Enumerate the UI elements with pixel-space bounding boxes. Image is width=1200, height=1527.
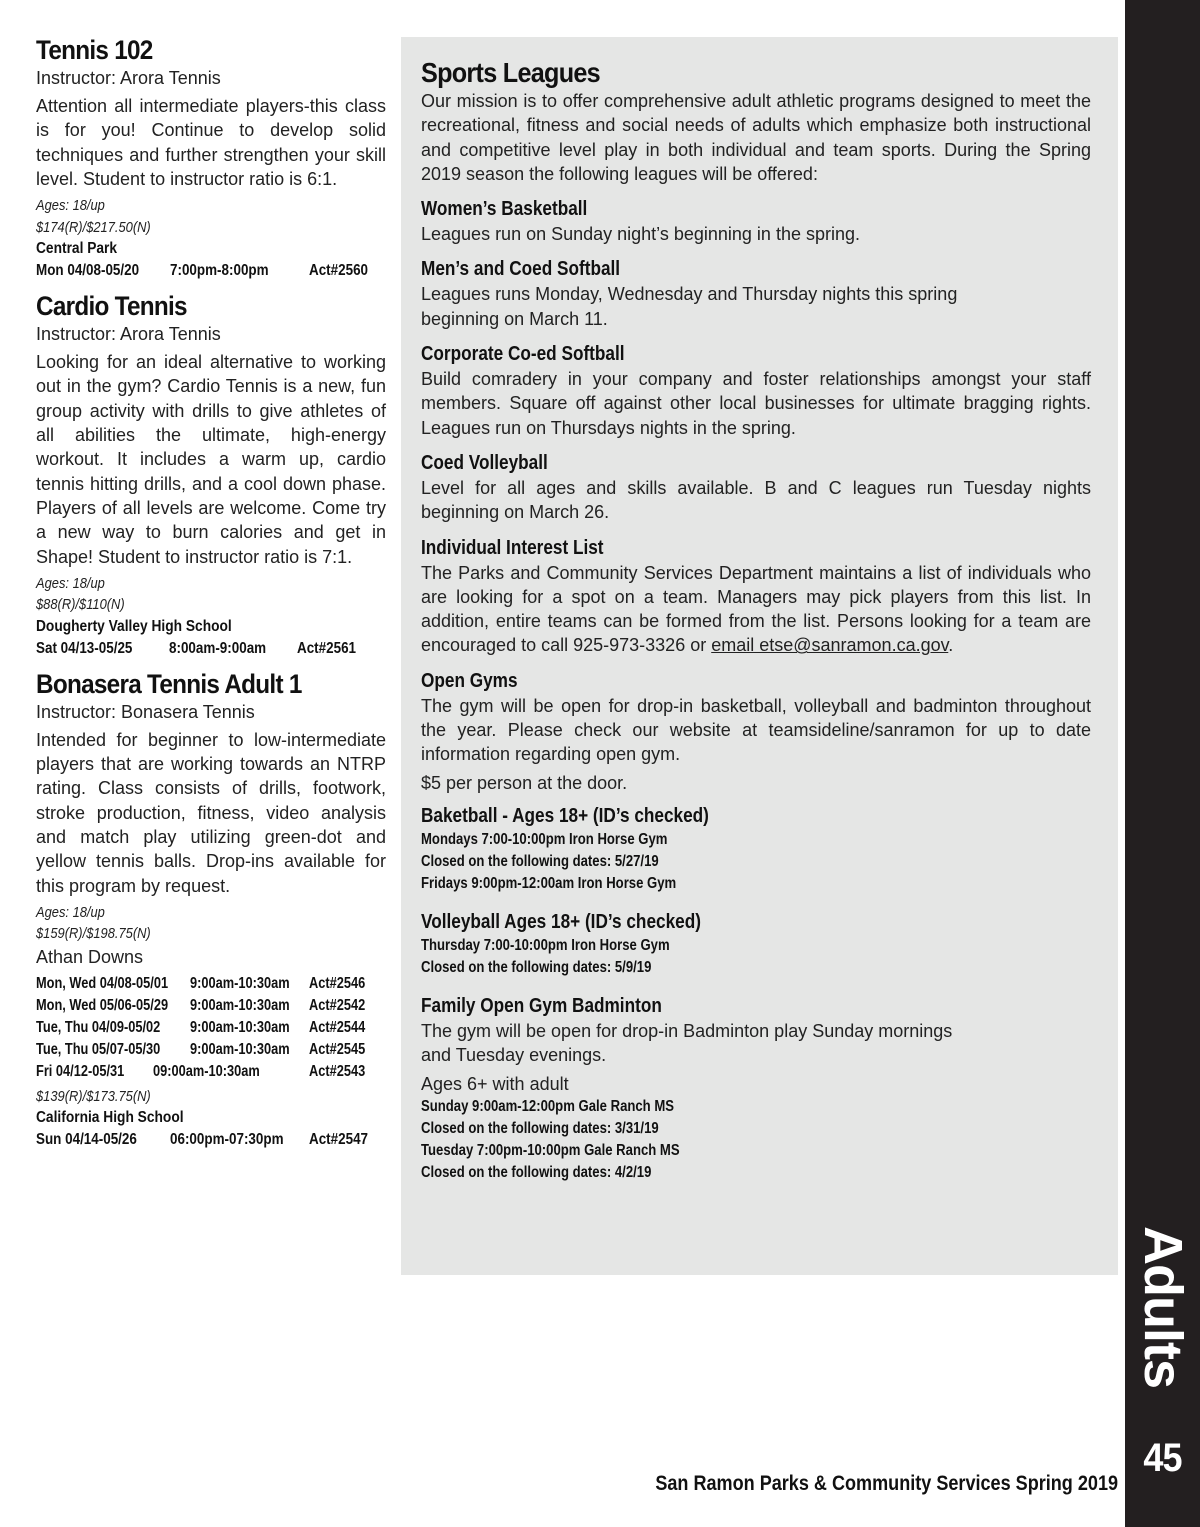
sports-leagues-content bbox=[421, 57, 1091, 1184]
session-row bbox=[36, 995, 386, 1017]
session-row bbox=[36, 1039, 386, 1061]
session-act: Act#2543 bbox=[309, 1062, 366, 1080]
description: Looking for an ideal alternative to working out in the gym? Cardio Tennis is a new, fun group activity with drills to give athletes of all abilities the ultimate, high-energy workout. It includes a warm up, cardio tennis hitting drills, and a cool down phase. Players of all levels are welcome. Come try a new way to burn calories and get in Shape! Student to instructor ratio is 7:1. bbox=[36, 352, 386, 567]
session-row bbox=[36, 1017, 386, 1039]
session-time: 9:00am-10:30am bbox=[190, 1040, 290, 1058]
badminton-schedule-line: Closed on the following dates: 4/2/19 bbox=[421, 1163, 652, 1181]
session-time: 09:00am-10:30am bbox=[153, 1062, 260, 1080]
coed-volleyball-title: Coed Volleyball bbox=[421, 451, 548, 474]
session-act: Act#2542 bbox=[309, 996, 366, 1014]
session-act: Act#2545 bbox=[309, 1040, 366, 1058]
sports-leagues-box bbox=[401, 37, 1118, 1275]
instructor: Instructor: Arora Tennis bbox=[36, 68, 221, 88]
mens-softball-title: Men’s and Coed Softball bbox=[421, 258, 621, 281]
corporate-softball-title: Corporate Co-ed Softball bbox=[421, 343, 625, 366]
price: $88(R)/$110(N) bbox=[36, 596, 125, 614]
session-days-dates: Sat 04/13-05/25 bbox=[36, 639, 133, 657]
open-gyms-title: Open Gyms bbox=[421, 669, 518, 692]
location: Athan Downs bbox=[36, 946, 144, 967]
interest-list-title: Individual Interest List bbox=[421, 536, 604, 559]
session-row bbox=[36, 973, 386, 995]
section-title: Bonasera Tennis Adult 1 bbox=[36, 668, 302, 699]
session-row bbox=[36, 1129, 386, 1151]
badminton-line-2: and Tuesday evenings. bbox=[421, 1045, 607, 1066]
tennis-102-section bbox=[36, 34, 386, 282]
ages: Ages: 18/up bbox=[36, 903, 105, 921]
description: Attention all intermediate players-this class is for you! Continue to develop solid techniques and further strengthen your skill level. Student to instructor ratio is 6:1. bbox=[36, 96, 386, 189]
session-days-dates: Fri 04/12-05/31 bbox=[36, 1062, 125, 1080]
page-number: 45 bbox=[1143, 1436, 1182, 1480]
session-time: 06:00pm-07:30pm bbox=[170, 1131, 284, 1149]
volleyball-title: Volleyball Ages 18+ (ID’s checked) bbox=[421, 910, 701, 933]
ages: Ages: 18/up bbox=[36, 574, 105, 592]
sports-leagues-title: Sports Leagues bbox=[421, 57, 600, 88]
section-title: Tennis 102 bbox=[36, 35, 153, 65]
mens-softball-line-1: Leagues runs Monday, Wednesday and Thursday nights this spring bbox=[421, 284, 958, 305]
badminton-schedule-line: Closed on the following dates: 3/31/19 bbox=[421, 1119, 659, 1137]
session-act: Act#2547 bbox=[309, 1131, 369, 1149]
session-row bbox=[36, 638, 386, 660]
location: Central Park bbox=[36, 240, 118, 258]
session-time: 7:00pm-8:00pm bbox=[170, 262, 269, 280]
basketball-title: Baketball - Ages 18+ (ID’s checked) bbox=[421, 804, 709, 827]
instructor: Instructor: Bonasera Tennis bbox=[36, 701, 255, 722]
session-days-dates: Tue, Thu 05/07-05/30 bbox=[36, 1040, 161, 1058]
session-time: 9:00am-10:30am bbox=[190, 1018, 290, 1036]
basketball-line: Fridays 9:00pm-12:00am Iron Horse Gym bbox=[421, 874, 677, 892]
badminton-line-1: The gym will be open for drop-in Badminton play Sunday mornings bbox=[421, 1020, 953, 1041]
footer: San Ramon Parks & Community Services Spring 2019 bbox=[655, 1472, 1118, 1495]
interest-list-period: . bbox=[948, 635, 954, 656]
open-gyms-text: The gym will be open for drop-in basketball, volleyball and badminton throughout the year. Please check our website at teamsideline/sanramon for up to date information regarding open gym. bbox=[421, 695, 1091, 765]
session-days-dates: Sun 04/14-05/26 bbox=[36, 1131, 137, 1149]
session-days-dates: Mon, Wed 05/06-05/29 bbox=[36, 996, 169, 1014]
volleyball-line: Closed on the following dates: 5/9/19 bbox=[421, 958, 652, 976]
session-row bbox=[36, 1061, 386, 1083]
womens-basketball-title: Women’s Basketball bbox=[421, 198, 588, 221]
session-act: Act#2546 bbox=[309, 974, 366, 992]
basketball-line: Closed on the following dates: 5/27/19 bbox=[421, 852, 659, 870]
badminton-schedule-line: Tuesday 7:00pm-10:00pm Gale Ranch MS bbox=[421, 1141, 680, 1159]
cardio-tennis-section bbox=[36, 290, 386, 660]
womens-basketball-text: Leagues run on Sunday night’s beginning in the spring. bbox=[421, 224, 860, 245]
bonasera-tennis-section bbox=[36, 668, 386, 1152]
corporate-softball-text: Build comradery in your company and foster relationships amongst your staff members. Square off against other local businesses for ultimate bragging rights. Leagues run on Thursdays nights in the spring. bbox=[421, 369, 1091, 438]
session-act: Act#2544 bbox=[309, 1018, 366, 1036]
session-act: Act#2560 bbox=[309, 262, 369, 280]
location: Dougherty Valley High School bbox=[36, 617, 232, 635]
badminton-schedule-line: Sunday 9:00am-12:00pm Gale Ranch MS bbox=[421, 1097, 675, 1115]
basketball-line: Mondays 7:00-10:00pm Iron Horse Gym bbox=[421, 830, 668, 848]
session-row bbox=[36, 260, 386, 282]
volleyball-line: Thursday 7:00-10:00pm Iron Horse Gym bbox=[421, 936, 670, 954]
section-tab-label: Adults bbox=[1133, 1226, 1193, 1388]
badminton-title: Family Open Gym Badminton bbox=[421, 994, 662, 1017]
open-gyms-price: $5 per person at the door. bbox=[421, 772, 628, 793]
mens-softball-line-2: beginning on March 11. bbox=[421, 308, 608, 329]
session-days-dates: Mon 04/08-05/20 bbox=[36, 262, 140, 280]
session-days-dates: Mon, Wed 04/08-05/01 bbox=[36, 974, 169, 992]
ages: Ages: 18/up bbox=[36, 197, 105, 215]
session-days-dates: Tue, Thu 04/09-05/02 bbox=[36, 1018, 161, 1036]
location: California High School bbox=[36, 1109, 184, 1127]
interest-list-body: The Parks and Community Services Department maintains a list of individuals who are looking for a spot on a team. Managers may pick players from this list. In addition, entire teams can be formed from the list. Persons looking for a team are encouraged to call 925-973-3326 or bbox=[421, 562, 1091, 656]
price: $159(R)/$198.75(N) bbox=[36, 925, 151, 943]
section-title: Cardio Tennis bbox=[36, 291, 187, 322]
badminton-ages: Ages 6+ with adult bbox=[421, 1073, 569, 1094]
description: Intended for beginner to low-intermediate players that are working towards an NTRP rating. Class consists of drills, footwork, stroke production, fitness, video analysis and match play utilizing green-dot and yellow tennis balls. Drop-ins available for this program by request. bbox=[36, 729, 386, 896]
session-time: 8:00am-9:00am bbox=[169, 639, 267, 657]
coed-volleyball-text: Level for all ages and skills available. B and C leagues run Tuesday nights beginning on March 26. bbox=[421, 477, 1091, 523]
session-time: 9:00am-10:30am bbox=[190, 996, 290, 1014]
left-column bbox=[36, 34, 386, 1151]
sports-leagues-intro: Our mission is to offer comprehensive adult athletic programs designed to meet the recreational, fitness and social needs of adults which emphasize both instructional and competitive level play in both individual and team sports. During the Spring 2019 season the following leagues will be offered: bbox=[421, 91, 1091, 184]
email-link[interactable]: email etse@sanramon.ca.gov bbox=[711, 635, 949, 656]
price: $174(R)/$217.50(N) bbox=[36, 218, 151, 236]
price: $139(R)/$173.75(N) bbox=[36, 1087, 151, 1105]
interest-list-text bbox=[421, 561, 1091, 658]
instructor: Instructor: Arora Tennis bbox=[36, 324, 221, 345]
session-time: 9:00am-10:30am bbox=[190, 974, 290, 992]
session-act: Act#2561 bbox=[297, 639, 357, 657]
